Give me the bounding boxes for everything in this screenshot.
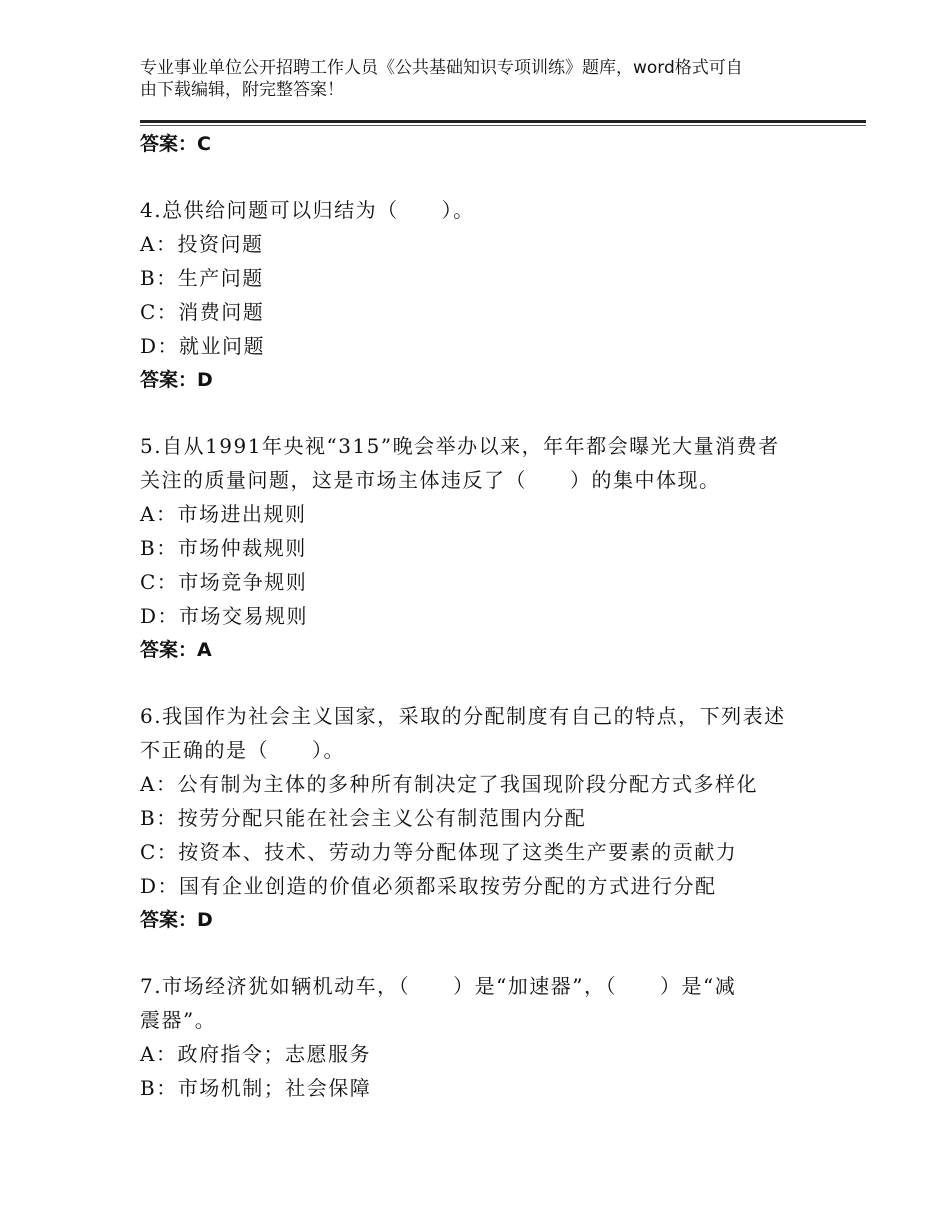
option-d: D：市场交易规则 xyxy=(140,604,309,628)
document-header xyxy=(140,57,820,101)
option-d: D：国有企业创造的价值必须都采取按劳分配的方式进行分配 xyxy=(140,874,717,898)
option-c: C：市场竞争规则 xyxy=(140,570,308,594)
spacer xyxy=(140,937,820,969)
answer-line: 答案：D xyxy=(140,909,213,931)
header-divider-thin xyxy=(140,125,866,126)
answer-line: 答案：D xyxy=(140,369,213,391)
answer-line: 答案：A xyxy=(140,639,212,661)
option-b: B：市场机制；社会保障 xyxy=(140,1076,372,1100)
option-b: B：生产问题 xyxy=(140,266,264,290)
option-b: B：市场仲裁规则 xyxy=(140,536,307,560)
header-line-1: 专业事业单位公开招聘工作人员《公共基础知识专项训练》题库，word格式可自 xyxy=(140,58,743,78)
option-b: B：按劳分配只能在社会主义公有制范围内分配 xyxy=(140,806,587,830)
question-item xyxy=(140,969,820,1105)
question-stem-continued: 关注的质量问题，这是市场主体违反了（ ）的集中体现。 xyxy=(140,468,721,492)
option-c: C：消费问题 xyxy=(140,300,265,324)
answer-line: 答案：C xyxy=(140,133,211,155)
option-a: A：市场进出规则 xyxy=(140,502,307,526)
question-stem: 7.市场经济犹如辆机动车，（ ）是“加速器”，（ ）是“减 xyxy=(140,974,737,998)
option-d: D：就业问题 xyxy=(140,334,266,358)
option-a: A：公有制为主体的多种所有制决定了我国现阶段分配方式多样化 xyxy=(140,772,758,796)
question-stem-continued: 震器”。 xyxy=(140,1008,217,1032)
question-item xyxy=(140,699,820,937)
question-stem-continued: 不正确的是（ ）。 xyxy=(140,738,345,762)
header-divider-thick xyxy=(140,120,866,123)
question-item xyxy=(140,193,820,397)
question-stem: 5.自从1991年央视“315”晚会举办以来，年年都会曝光大量消费者 xyxy=(140,434,780,458)
spacer xyxy=(140,161,820,193)
option-a: A：政府指令；志愿服务 xyxy=(140,1042,371,1066)
question-item xyxy=(140,429,820,667)
question-stem: 4.总供给问题可以归结为（ ）。 xyxy=(140,198,475,222)
question-stem: 6.我国作为社会主义国家，采取的分配制度有自己的特点，下列表述 xyxy=(140,704,786,728)
spacer xyxy=(140,667,820,699)
spacer xyxy=(140,397,820,429)
header-line-2: 由下载编辑，附完整答案！ xyxy=(140,80,344,100)
option-a: A：投资问题 xyxy=(140,232,264,256)
option-c: C：按资本、技术、劳动力等分配体现了这类生产要素的贡献力 xyxy=(140,840,738,864)
question-list xyxy=(140,127,820,1105)
